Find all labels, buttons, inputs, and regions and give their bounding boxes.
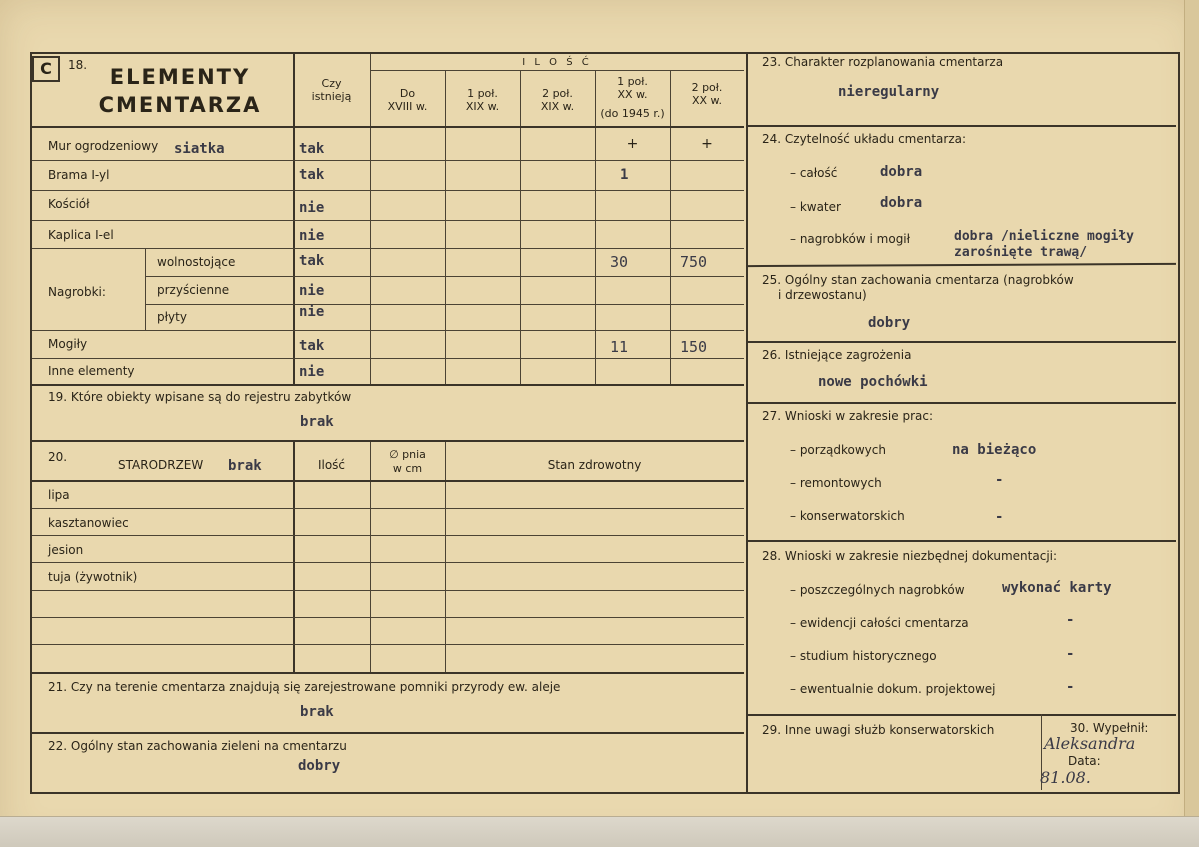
q22-label: 22. Ogólny stan zachowania zieleni na cmentarzu — [48, 739, 347, 753]
signature-handwritten: Aleksandra — [1044, 734, 1136, 753]
q20-typed: brak — [228, 458, 262, 474]
qty-mur-2polxx: + — [701, 136, 713, 152]
section-title-line1: ELEMENTY — [109, 65, 251, 89]
q28-ewidencji-label: – ewidencji całości cmentarza — [790, 616, 969, 630]
header-2pol-xix-1: 2 poł. — [542, 87, 573, 100]
qty-mur-1polxx: + — [626, 136, 639, 152]
exists-kosciol: nie — [299, 200, 325, 216]
q23-label: 23. Charakter rozplanowania cmentarza — [762, 55, 1004, 69]
row-label-kosciol: Kościół — [48, 197, 90, 211]
q20-pnia-header-2: w cm — [392, 462, 423, 475]
row-typed-mur: siatka — [174, 141, 225, 157]
binding-strip — [0, 816, 1199, 847]
q25-label-2: i drzewostanu) — [778, 288, 867, 302]
header-2pol-xx-2: XX w. — [691, 94, 723, 107]
row-label-kaplica: Kaplica I-el — [48, 228, 114, 242]
q27-porzadkowych-answer: na bieżąco — [952, 442, 1037, 458]
q24-kwater-label: – kwater — [790, 200, 841, 214]
q28-studium-answer: - — [1066, 646, 1075, 662]
qty-wolnostojace-2polxx: 750 — [680, 253, 708, 271]
item-number-18: 18. — [68, 58, 88, 72]
qty-brama-1polxx: 1 — [620, 167, 629, 183]
header-1pol-xix-2: XIX w. — [465, 100, 500, 113]
exists-inne: nie — [299, 364, 325, 380]
q30-data-label: Data: — [1068, 754, 1101, 768]
row-label-mogily: Mogiły — [48, 337, 88, 351]
header-do-xviii-1: Do — [399, 87, 416, 100]
qty-mogily-2polxx: 150 — [680, 338, 708, 356]
q24-kwater-answer: dobra — [880, 195, 923, 211]
nagrobki-label: Nagrobki: — [48, 285, 106, 299]
exists-brama: tak — [299, 167, 325, 183]
qty-mogily-1polxx: 11 — [610, 338, 629, 356]
q27-konserwatorskich-label: – konserwatorskich — [790, 509, 905, 523]
exists-mogily: tak — [299, 338, 325, 354]
section-letter-box: C — [32, 56, 60, 82]
q24-calosc-label: – całość — [790, 166, 838, 180]
tree-row-kasztanowiec: kasztanowiec — [48, 516, 129, 530]
header-ilosc: I L O Ś Ć — [522, 57, 592, 68]
q26-answer: nowe pochówki — [818, 374, 928, 390]
header-1pol-xx-2: XX w. — [617, 88, 648, 101]
header-do-xviii-2: XVIII w. — [387, 100, 428, 113]
q29-label: 29. Inne uwagi służb konserwatorskich — [762, 723, 995, 737]
q26-label: 26. Istniejące zagrożenia — [762, 348, 912, 362]
header-2pol-xx-1: 2 poł. — [691, 81, 723, 94]
q19-label: 19. Które obiekty wpisane są do rejestru zabytków — [48, 390, 352, 404]
q20-number: 20. — [48, 450, 68, 464]
q28-ewidencji-answer: - — [1066, 612, 1075, 628]
q24-label: 24. Czytelność układu cmentarza: — [762, 132, 967, 146]
row-label-przyscienne: przyścienne — [157, 283, 230, 297]
q24-calosc-answer: dobra — [880, 164, 923, 180]
exists-wolnostojace: tak — [299, 253, 325, 269]
q20-ilosc-header: Ilość — [317, 458, 346, 472]
q24-nagrobkow-answer-2: zarośnięte trawą/ — [954, 245, 1088, 260]
q27-remontowych-label: – remontowych — [790, 476, 882, 490]
tree-row-jesion: jesion — [48, 543, 84, 557]
qty-wolnostojace-1polxx: 30 — [610, 253, 629, 271]
q24-nagrobkow-label: – nagrobków i mogił — [790, 232, 911, 246]
tree-row-tuja: tuja (żywotnik) — [48, 570, 138, 584]
card-edge — [1184, 0, 1199, 817]
section-title-line2: CMENTARZA — [98, 93, 262, 117]
q30-label: 30. Wypełnił: — [1070, 721, 1149, 735]
q20-pnia-header-1: ∅ pnia — [389, 448, 426, 461]
row-label-wolnostojace: wolnostojące — [157, 255, 236, 269]
row-label-brama: Brama I-yl — [48, 168, 110, 182]
q28-projektowej-answer: - — [1066, 679, 1075, 695]
header-istnieja: istnieją — [311, 90, 352, 103]
q20-stan-header: Stan zdrowotny — [547, 458, 642, 472]
q27-porzadkowych-label: – porządkowych — [790, 443, 886, 457]
date-handwritten: 81.08. — [1040, 768, 1091, 787]
q28-nagrobkow-label: – poszczególnych nagrobków — [790, 583, 965, 597]
q19-answer: brak — [300, 414, 334, 430]
q28-label: 28. Wnioski w zakresie niezbędnej dokumentacji: — [762, 549, 1058, 563]
q24-nagrobkow-answer: dobra /nieliczne mogiły — [954, 229, 1135, 244]
q22-answer: dobry — [298, 758, 341, 774]
q20-label: STARODRZEW — [118, 458, 204, 472]
q21-label: 21. Czy na terenie cmentarza znajdują się zarejestrowane pomniki przyrody ew. aleje — [48, 680, 561, 694]
header-2pol-xix-2: XIX w. — [540, 100, 575, 113]
header-1pol-xix-1: 1 poł. — [467, 87, 498, 100]
q25-label: 25. Ogólny stan zachowania cmentarza (nagrobków — [762, 273, 1074, 287]
q28-projektowej-label: – ewentualnie dokum. projektowej — [790, 682, 996, 696]
q27-remontowych-answer: - — [995, 472, 1004, 488]
row-label-plyty: płyty — [157, 310, 187, 324]
q25-answer: dobry — [868, 315, 911, 331]
exists-kaplica: nie — [299, 228, 325, 244]
exists-mur: tak — [299, 141, 325, 157]
header-czy: Czy — [321, 77, 342, 90]
header-1pol-xx-3: (do 1945 r.) — [600, 107, 665, 120]
row-label-mur: Mur ogrodzeniowy — [48, 139, 159, 153]
q27-konserwatorskich-answer: - — [995, 509, 1004, 525]
q23-answer: nieregularny — [838, 84, 940, 100]
q21-answer: brak — [300, 704, 334, 720]
q27-label: 27. Wnioski w zakresie prac: — [762, 409, 934, 423]
tree-row-lipa: lipa — [48, 488, 70, 502]
exists-przyscienne: nie — [299, 283, 325, 299]
q28-studium-label: – studium historycznego — [790, 649, 937, 663]
exists-plyty: nie — [299, 304, 325, 320]
q28-nagrobkow-answer: wykonać karty — [1002, 580, 1112, 596]
row-label-inne: Inne elementy — [48, 364, 135, 378]
header-1pol-xx-1: 1 poł. — [617, 75, 648, 88]
